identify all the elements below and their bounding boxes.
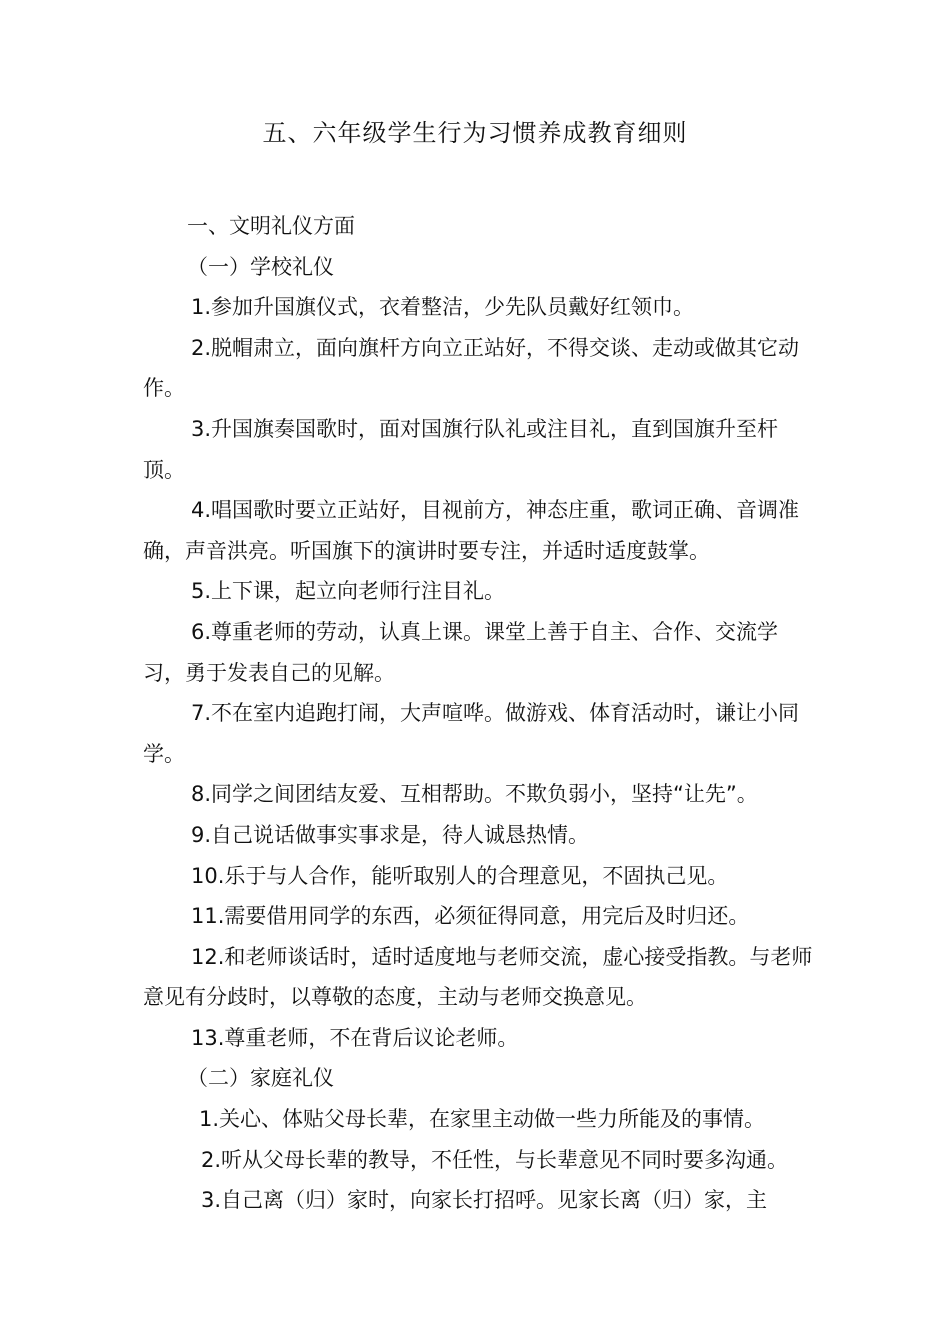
document-body: [143, 206, 813, 1221]
list-item: 12.和老师谈话时，适时适度地与老师交流，虚心接受指教。与老师意见有分歧时，以尊敬的态度，主动与老师交换意见。: [143, 944, 813, 1010]
list-item: 6.尊重老师的劳动，认真上课。课堂上善于自主、合作、交流学习，勇于发表自己的见解。: [143, 619, 779, 685]
list-item: 8.同学之间团结友爱、互相帮助。不欺负弱小，坚持“让先”。: [191, 782, 758, 807]
subsection-heading: （一）学校礼仪: [187, 254, 334, 279]
list-item: 4.唱国歌时要立正站好，目视前方，神态庄重，歌词正确、音调准确，声音洪亮。听国旗下的演讲时要专注，并适时适度鼓掌。: [143, 498, 800, 563]
list-item: 5.上下课，起立向老师行注目礼。: [191, 579, 506, 604]
list-item: 10.乐于与人合作，能听取别人的合理意见，不固执己见。: [191, 863, 729, 888]
list-item: 11.需要借用同学的东西，必须征得同意，用完后及时归还。: [191, 904, 750, 929]
subsection-heading: （二）家庭礼仪: [187, 1066, 334, 1091]
list-item: 2.脱帽肃立，面向旗杆方向立正站好，不得交谈、走动或做其它动作。: [143, 335, 800, 401]
list-item: 3.自己离（归）家时，向家长打招呼。见家长离（归）家，主: [201, 1188, 768, 1213]
list-item: 7.不在室内追跑打闹，大声喧哗。做游戏、体育活动时，谦让小同学。: [143, 701, 800, 766]
document-title: 五、六年级学生行为习惯养成教育细则: [262, 119, 688, 147]
list-item: 13.尊重老师，不在背后议论老师。: [191, 1025, 519, 1050]
list-item: 3.升国旗奏国歌时，面对国旗行队礼或注目礼，直到国旗升至杆顶。: [143, 416, 779, 482]
list-item: 9.自己说话做事实事求是，待人诚恳热情。: [191, 822, 590, 847]
list-item: 1.参加升国旗仪式，衣着整洁，少先队员戴好红领巾。: [191, 295, 695, 320]
list-item: 2.听从父母长辈的教导，不任性，与长辈意见不同时要多沟通。: [201, 1147, 789, 1172]
section-heading: 一、文明礼仪方面: [187, 214, 355, 238]
list-item: 1.关心、体贴父母长辈，在家里主动做一些力所能及的事情。: [199, 1107, 766, 1132]
